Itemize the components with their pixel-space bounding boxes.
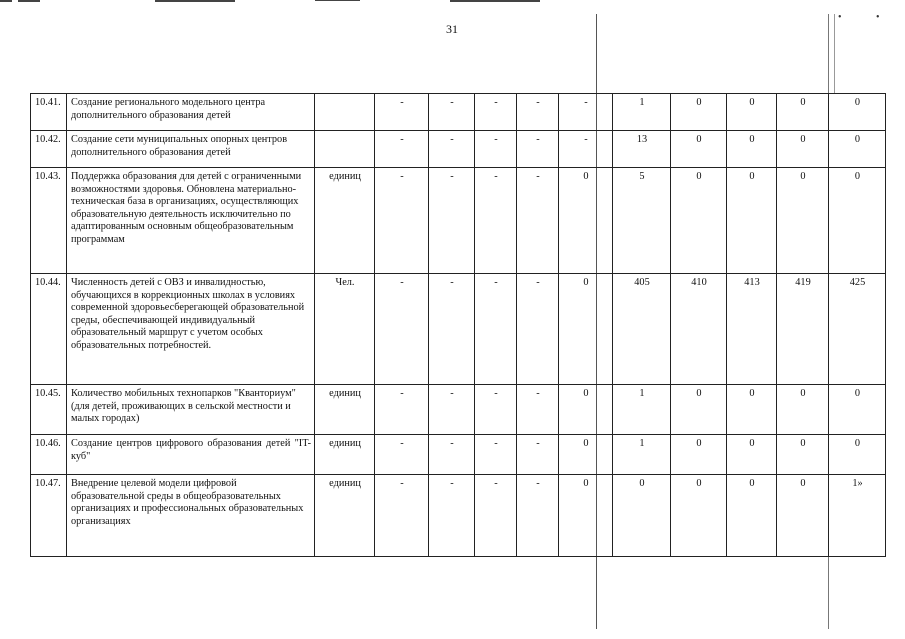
value-cell: - [375, 94, 429, 131]
value-cell: 0 [559, 385, 613, 435]
page-number: 31 [446, 22, 458, 36]
row-number: 10.46. [31, 435, 67, 475]
value-cell: - [375, 168, 429, 274]
value-cell: - [475, 274, 517, 385]
value-cell: 5 [613, 168, 671, 274]
value-cell: - [517, 475, 559, 557]
table-row [31, 435, 886, 475]
value-cell: 0 [671, 94, 727, 131]
indicator-name: Создание регионального модельного центра дополнительного образования детей [67, 94, 315, 131]
table-row [31, 385, 886, 435]
value-cell: 1 [613, 385, 671, 435]
scan-speck: • [838, 12, 842, 23]
value-cell: - [429, 385, 475, 435]
value-cell: - [517, 94, 559, 131]
scan-mark [315, 0, 360, 1]
value-cell: 0 [829, 94, 886, 131]
table-row [31, 131, 886, 168]
value-cell: - [375, 274, 429, 385]
unit-cell: единиц [315, 385, 375, 435]
scan-mark [18, 0, 40, 2]
value-cell: 0 [777, 475, 829, 557]
value-cell: 1 [613, 94, 671, 131]
indicator-name: Численность детей с ОВЗ и инвалидностью, обучающихся в коррекционных школах в условиях современной здоровьесберегающей образовательной среды, обеспечивающей индивидуальный образовательный маршрут с учетом особых образовательных потребностей. [67, 274, 315, 385]
value-cell: 0 [559, 475, 613, 557]
value-cell: 0 [727, 168, 777, 274]
value-cell: - [375, 131, 429, 168]
value-cell: 413 [727, 274, 777, 385]
value-cell: 0 [777, 385, 829, 435]
indicator-name: Поддержка образования для детей с ограниченными возможностями здоровья. Обновлена материально-техническая база в организациях, осуществляющих образовательную деятельность исключительно по адаптированным основным общеобразовательным программам [67, 168, 315, 274]
value-cell: 0 [829, 168, 886, 274]
unit-cell [315, 131, 375, 168]
value-cell: - [375, 475, 429, 557]
value-cell: 0 [829, 131, 886, 168]
value-cell: - [517, 274, 559, 385]
value-cell: 0 [559, 274, 613, 385]
value-cell: - [375, 435, 429, 475]
value-cell: 410 [671, 274, 727, 385]
value-cell: 0 [727, 475, 777, 557]
indicator-name: Создание центров цифрового образования детей "IT-куб" [67, 435, 315, 475]
indicator-name: Создание сети муниципальных опорных центров дополнительного образования детей [67, 131, 315, 168]
value-cell: 425 [829, 274, 886, 385]
value-cell: - [429, 274, 475, 385]
value-cell: - [475, 435, 517, 475]
indicator-name: Количество мобильных технопарков "Кванториум" (для детей, проживающих в сельской местности и малых городах) [67, 385, 315, 435]
value-cell: - [517, 385, 559, 435]
value-cell: - [429, 131, 475, 168]
value-cell: 419 [777, 274, 829, 385]
scan-fold-line [834, 14, 835, 94]
unit-cell: единиц [315, 475, 375, 557]
value-cell: - [475, 131, 517, 168]
value-cell: 0 [671, 475, 727, 557]
value-cell: - [475, 168, 517, 274]
value-cell: - [375, 385, 429, 435]
scan-mark [155, 0, 235, 2]
table-row [31, 168, 886, 274]
value-cell: 0 [727, 435, 777, 475]
value-cell: - [517, 435, 559, 475]
value-cell: 0 [727, 131, 777, 168]
unit-cell: единиц [315, 168, 375, 274]
value-cell: 0 [559, 168, 613, 274]
indicator-table [30, 93, 886, 557]
value-cell: 0 [671, 435, 727, 475]
value-cell: - [429, 475, 475, 557]
scan-mark [450, 0, 540, 2]
row-number: 10.47. [31, 475, 67, 557]
value-cell: - [429, 435, 475, 475]
value-cell: 0 [559, 435, 613, 475]
value-cell: - [559, 94, 613, 131]
value-cell: 1 [613, 435, 671, 475]
value-cell: 0 [671, 168, 727, 274]
row-number: 10.41. [31, 94, 67, 131]
table-row [31, 94, 886, 131]
row-number: 10.44. [31, 274, 67, 385]
table-row [31, 475, 886, 557]
value-cell: - [559, 131, 613, 168]
value-cell: 0 [727, 385, 777, 435]
row-number: 10.45. [31, 385, 67, 435]
value-cell: 13 [613, 131, 671, 168]
value-cell: - [475, 94, 517, 131]
table-row [31, 274, 886, 385]
row-number: 10.42. [31, 131, 67, 168]
scan-mark [0, 0, 12, 2]
value-cell: - [517, 131, 559, 168]
value-cell: - [429, 94, 475, 131]
value-cell: 0 [777, 94, 829, 131]
value-cell: 0 [777, 131, 829, 168]
unit-cell: единиц [315, 435, 375, 475]
unit-cell: Чел. [315, 274, 375, 385]
value-cell: 0 [829, 385, 886, 435]
value-cell: - [475, 385, 517, 435]
value-cell: 0 [777, 435, 829, 475]
indicator-name: Внедрение целевой модели цифровой образовательной среды в общеобразовательных организациях и профессиональных образовательных организациях [67, 475, 315, 557]
value-cell: 0 [613, 475, 671, 557]
value-cell: 1» [829, 475, 886, 557]
unit-cell [315, 94, 375, 131]
scan-speck: • [876, 12, 880, 23]
value-cell: - [475, 475, 517, 557]
value-cell: 405 [613, 274, 671, 385]
value-cell: 0 [777, 168, 829, 274]
value-cell: - [429, 168, 475, 274]
row-number: 10.43. [31, 168, 67, 274]
value-cell: 0 [671, 131, 727, 168]
value-cell: - [517, 168, 559, 274]
value-cell: 0 [727, 94, 777, 131]
value-cell: 0 [671, 385, 727, 435]
value-cell: 0 [829, 435, 886, 475]
